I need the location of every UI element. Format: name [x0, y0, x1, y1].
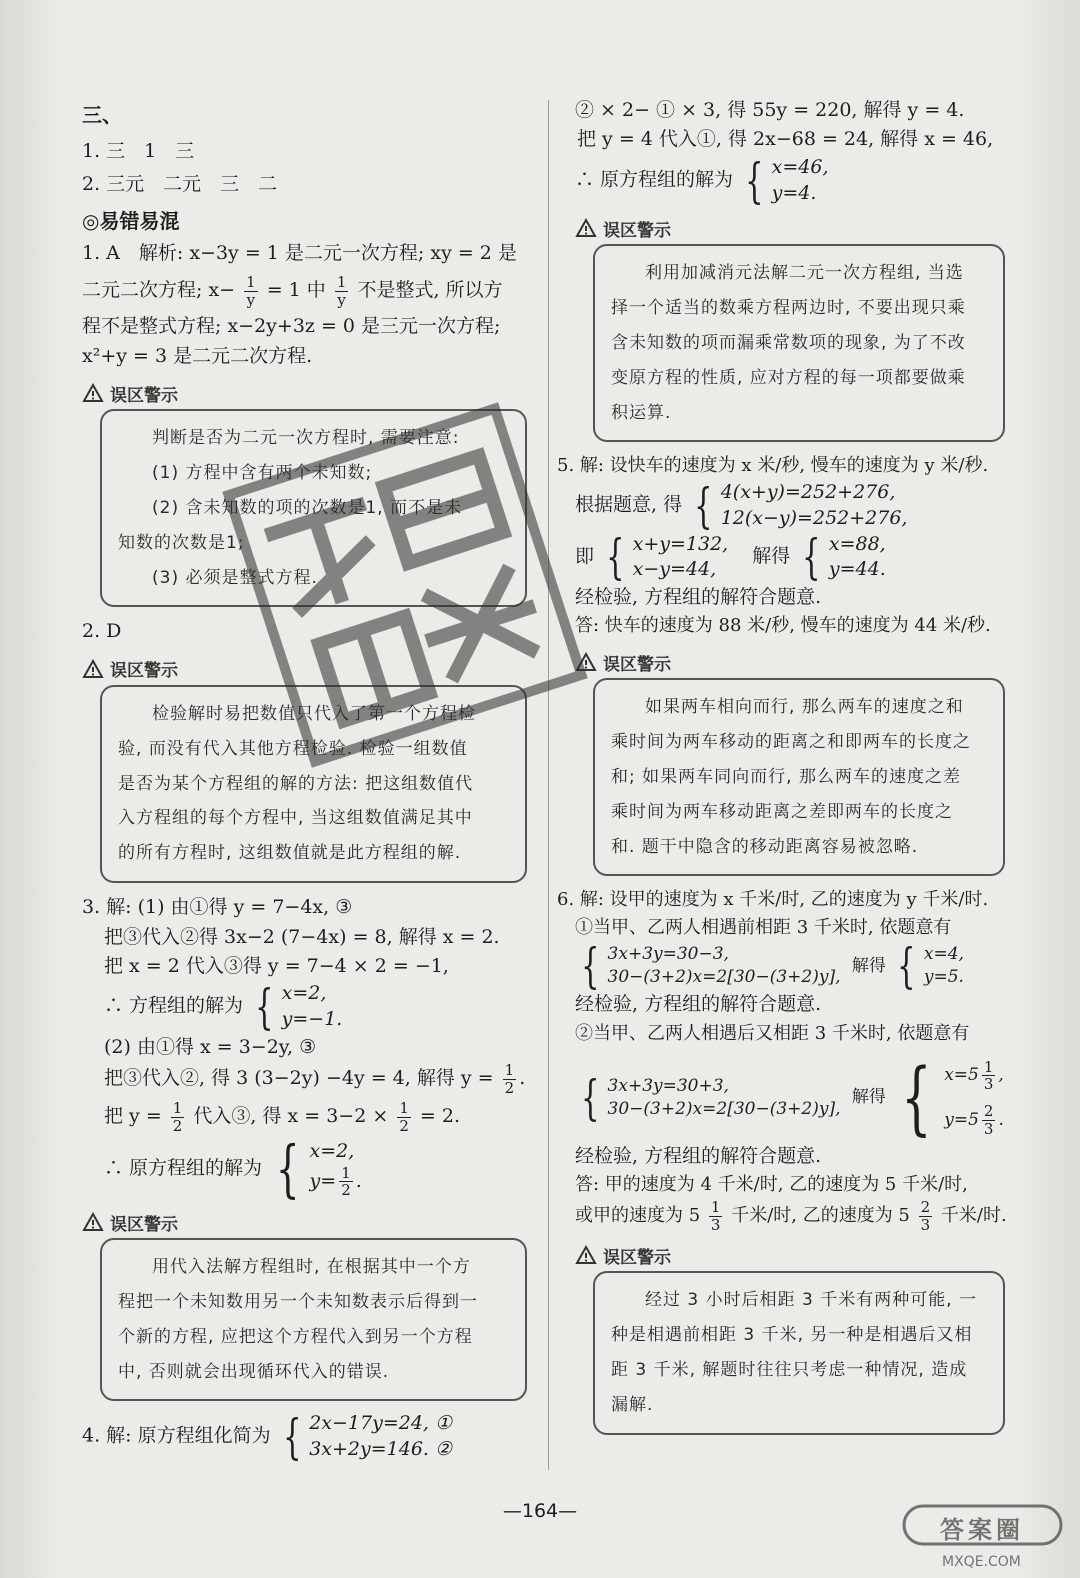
equation-system: { x+y=132, x−y=44, — [606, 529, 729, 586]
equation-system: { x=46, y=4. — [745, 152, 829, 209]
q3-line-6: 把③代入②, 得 3 (3−2y) −4y = 4, 解得 y = $\frac{1}{2}$ . — [104, 1061, 526, 1097]
answer-q2: 2. D — [82, 620, 122, 643]
r-line-3: ∴ 原方程组的解为 { x=46, y=4. — [575, 152, 829, 209]
warning-title: 误区警示 — [575, 648, 1005, 676]
warning-box-6: 经过 3 小时后相距 3 千米有两种可能, 一 种是相遇前相距 3 千米, 另一种是相遇后又相 距 3 千米, 解题时往往只考虑一种情况, 造成 漏解. — [593, 1271, 1005, 1434]
page-number: —164— — [502, 1500, 578, 1522]
q3-line-2: 把③代入②得 3x−2 (7−4x) = 8, 解得 x = 2. — [104, 925, 500, 948]
warning-icon — [575, 652, 597, 672]
warning-icon — [575, 1245, 597, 1265]
q5-line-1: 5. 解: 设快车的速度为 x 米/秒, 慢车的速度为 y 米/秒. — [557, 455, 989, 477]
fraction-half: $\frac{1}{2}$ — [172, 1099, 183, 1135]
q5-line-5: 答: 快车的速度为 88 米/秒, 慢车的速度为 44 米/秒. — [575, 615, 991, 637]
q3-line-5: (2) 由①得 x = 3−2y, ③ — [104, 1035, 317, 1058]
fraction-two-thirds: $\frac{2}{3}$ — [920, 1198, 931, 1234]
warning-icon — [575, 218, 597, 238]
q6-line-sys2: { 3x+3y=30+3, 30−(3+2)x=2[30−(3+2)y], 解得 { x=5 $\frac{1}{3}$ , y=5 $\frac{2}{3}$ . — [575, 1053, 1005, 1141]
q6-line-7: 或甲的速度为 5 $\frac{1}{3}$ 千米/时, 乙的速度为 5 $\frac{2}{3}$ 千米/时. — [575, 1198, 1007, 1234]
q1-line-4: x²+y = 3 是二元二次方程. — [82, 344, 313, 367]
equation-system: { 4(x+y)=252+276, 12(x−y)=252+276, — [694, 477, 908, 534]
q1-line-2: 二元二次方程; x− $\frac{1}{y}$ = 1 中 $\frac{1}{y}$ 不是整式, 所以方 — [82, 273, 503, 309]
warning-box-2: 检验解时易把数值只代入了第一个方程检 验, 而没有代入其他方程检验. 检验一组数值 是否为某个方程组的解的方法: 把这组数值代 入方程组的每个方程中, 当这组数值满足其中 的所有方程时, 这组数值就是此方程组的解. — [100, 685, 527, 883]
warning-icon — [82, 659, 104, 679]
q6-line-sys1: { 3x+3y=30−3, 30−(3+2)x=2[30−(3+2)y], 解得 { x=4, y=5. — [575, 942, 1005, 990]
q5-line-3: 即 { x+y=132, x−y=44, 解得 { x=88, y=44. — [575, 529, 886, 586]
warning-title: 误区警示 — [82, 379, 527, 407]
warning-box-1: 判断是否为二元一次方程时, 需要注意: (1) 方程中含有两个未知数; (2) 含未知数的项的次数是1, 而不是未 知数的次数是1; (3) 必须是整式方程. — [100, 409, 527, 607]
fraction-half: $\frac{1}{2}$ — [399, 1099, 409, 1135]
equation-system: { 3x+3y=30+3, 30−(3+2)x=2[30−(3+2)y], — [581, 1069, 841, 1126]
q6-line-2: ①当甲、乙两人相遇前相距 3 千米时, 依题意有 — [575, 917, 952, 939]
warning-title: 误区警示 — [82, 655, 527, 683]
q6-line-5: 经检验, 方程组的解符合题意. — [575, 1144, 822, 1167]
answer-1: 1. 三 1 三 — [82, 140, 195, 162]
warning-title: 误区警示 — [575, 214, 1005, 242]
q6-line-6: 答: 甲的速度为 4 千米/时, 乙的速度为 5 千米/时, — [575, 1174, 968, 1196]
right-column — [557, 96, 1007, 1445]
warning-title: 误区警示 — [82, 1208, 527, 1236]
r-line-2: 把 y = 4 代入①, 得 2x−68 = 24, 解得 x = 46, — [577, 128, 994, 151]
q1-line-3: 程不是整式方程; x−2y+3z = 0 是三元一次方程; — [82, 315, 501, 338]
q6-line-4: ②当甲、乙两人相遇后又相距 3 千米时, 依题意有 — [575, 1022, 970, 1044]
fraction-one-third: $\frac{1}{3}$ — [710, 1198, 721, 1234]
column-divider — [548, 100, 549, 1470]
equation-system: { x=4, y=5. — [897, 938, 964, 995]
q3-line-4: ∴ 方程组的解为 { x=2, y=−1. — [104, 979, 343, 1036]
equation-system: { x=88, y=44. — [802, 529, 886, 586]
logo-name: 答案圈 — [940, 1516, 1024, 1544]
fraction-half: $\frac{1}{2}$ — [504, 1061, 515, 1097]
q3-line-3: 把 x = 2 代入③得 y = 7−4 × 2 = −1, — [104, 954, 449, 977]
fraction-1-over-y: $\frac{1}{y}$ — [246, 273, 256, 309]
section-heading: 三、 — [82, 103, 122, 127]
q4-line-1: 4. 解: 原方程组化简为 { 2x−17y=24, ① 3x+2y=146. ② — [82, 1409, 453, 1466]
answer-2: 2. 三元 二元 三 二 — [82, 173, 278, 196]
q1-line-1: 1. A 解析: x−3y = 1 是二元一次方程; xy = 2 是 — [82, 241, 517, 264]
q3-line-8: ∴ 原方程组的解为 { x=2, y= $\frac{1}{2}$ . — [104, 1132, 362, 1206]
fraction-1-over-y: $\frac{1}{y}$ — [336, 273, 347, 309]
q3-line-1: 3. 解: (1) 由①得 y = 7−4x, ③ — [82, 896, 353, 919]
equation-system: { x=2, y=−1. — [255, 979, 343, 1036]
warning-icon — [82, 383, 104, 403]
equation-system: { x=5 $\frac{1}{3}$ , y=5 $\frac{2}{3}$ . — [901, 1050, 1004, 1144]
q6-line-1: 6. 解: 设甲的速度为 x 千米/时, 乙的速度为 y 千米/时. — [557, 889, 989, 911]
warning-box-4: 利用加减消元法解二元一次方程组, 当选 择一个适当的数乘方程两边时, 不要出现只乘 含未知数的项而漏乘常数项的现象, 为了不改 变原方程的性质, 应对方程的每一项都要做乘 积运算. — [593, 244, 1005, 442]
warning-box-5: 如果两车相向而行, 那么两车的速度之和 乘时间为两车移动的距离之和即两车的长度之 和; 如果两车同向而行, 那么两车的速度之差 乘时间为两车移动距离之差即两车的长度之 和. 题干中隐含的移动距离容易被忽略. — [593, 678, 1005, 876]
warning-box-3: 用代入法解方程组时, 在根据其中一个方 程把一个未知数用另一个未知数表示后得到一 个新的方程, 应把这个方程代入到另一个方程 中, 否则就会出现循环代入的错误. — [100, 1238, 527, 1401]
logo-text: MXQE.COM — [942, 1554, 1021, 1570]
mistakes-heading: ◎易错易混 — [82, 208, 180, 233]
left-column — [82, 96, 527, 1466]
q5-line-4: 经检验, 方程组的解符合题意. — [575, 585, 822, 608]
r-line-1: ② × 2− ① × 3, 得 55y = 220, 解得 y = 4. — [575, 99, 965, 121]
site-logo — [900, 1500, 1065, 1570]
warning-icon — [82, 1212, 104, 1232]
equation-system: { 2x−17y=24, ① 3x+2y=146. ② — [282, 1409, 453, 1466]
q3-line-7: 把 y = $\frac{1}{2}$ 代入③, 得 x = 3−2 × $\frac{1}{2}$ = 2. — [104, 1099, 460, 1135]
equation-system: { 3x+3y=30−3, 30−(3+2)x=2[30−(3+2)y], — [581, 938, 841, 995]
q5-line-2: 根据题意, 得 { 4(x+y)=252+276, 12(x−y)=252+276, — [575, 477, 908, 534]
equation-system: { x=2, y= $\frac{1}{2}$ . — [275, 1132, 362, 1206]
warning-title: 误区警示 — [575, 1241, 1005, 1269]
q6-line-3: 经检验, 方程组的解符合题意. — [575, 993, 822, 1016]
